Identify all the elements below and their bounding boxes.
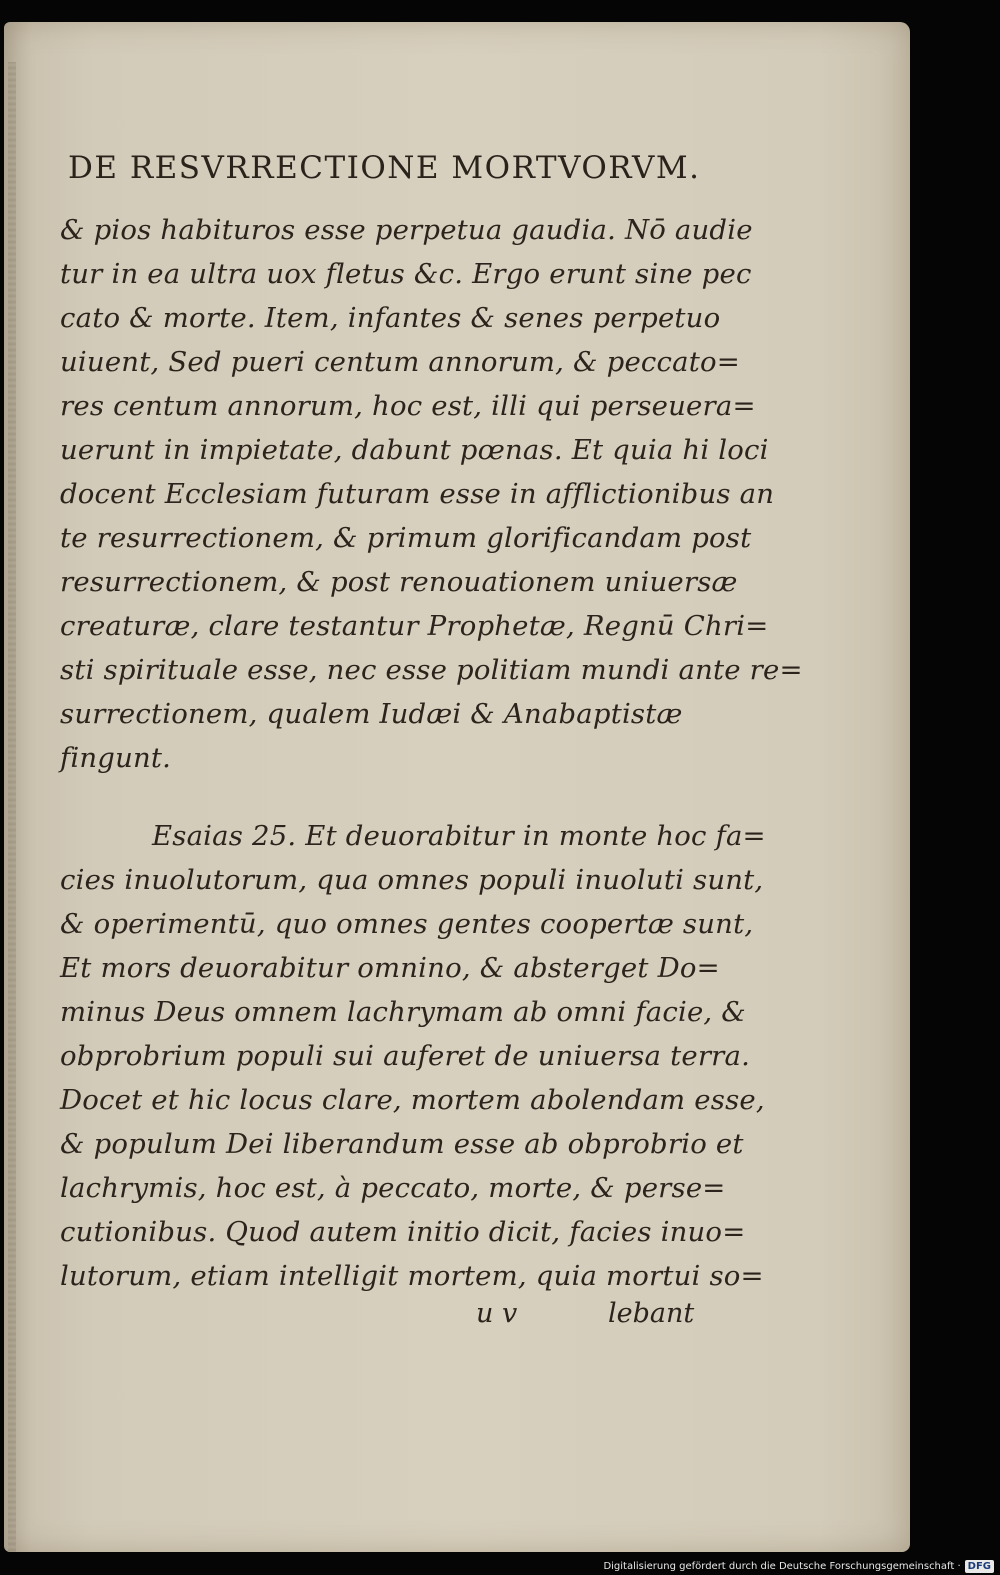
text-line: sti spirituale esse, nec esse politiam mundi ante re=: [60, 654, 803, 686]
text-line: cato & morte. Item, infantes & senes perpetuo: [60, 302, 721, 334]
text-line: minus Deus omnem lachrymam ab omni facie, &: [60, 996, 746, 1028]
text-line: surrectionem, qualem Iudæi & Anabaptistæ: [60, 698, 683, 730]
text-line: uiuent, Sed pueri centum annorum, & peccato=: [60, 346, 740, 378]
running-head: DE RESVRRECTIONE MORTVORVM.: [68, 150, 701, 186]
footer-text: Digitalisierung gefördert durch die Deutsche Forschungsgemeinschaft ·: [603, 1561, 961, 1572]
text-line: uerunt in impietate, dabunt pœnas. Et quia hi loci: [60, 434, 769, 466]
text-line: docent Ecclesiam futuram esse in afflictionibus an: [60, 478, 775, 510]
catchword: lebant: [608, 1298, 695, 1329]
text-line: & pios habituros esse perpetua gaudia. Nō audie: [60, 214, 753, 246]
text-line: Esaias 25. Et deuorabitur in monte hoc fa=: [152, 820, 766, 852]
text-line: & populum Dei liberandum esse ab obprobrio et: [60, 1128, 744, 1160]
text-line: resurrectionem, & post renouationem uniuersæ: [60, 566, 738, 598]
text-line: res centum annorum, hoc est, illi qui perseuera=: [60, 390, 756, 422]
text-line: creaturæ, clare testantur Prophetæ, Regnū Chri=: [60, 610, 769, 642]
text-line: Et mors deuorabitur omnino, & absterget Do=: [60, 952, 720, 984]
text-line: te resurrectionem, & primum glorificandam post: [60, 522, 752, 554]
text-line: tur in ea ultra uox fletus &c. Ergo erunt sine pec: [60, 258, 752, 290]
funding-footer: [603, 1560, 994, 1573]
text-line: obprobrium populi sui auferet de uniuersa terra.: [60, 1040, 751, 1072]
book-page: [4, 22, 910, 1552]
text-line: & operimentū, quo omnes gentes coopertæ sunt,: [60, 908, 754, 940]
text-line: fingunt.: [60, 742, 172, 774]
text-line: lutorum, etiam intelligit mortem, quia mortui so=: [60, 1260, 764, 1292]
text-line: cutionibus. Quod autem initio dicit, facies inuo=: [60, 1216, 746, 1248]
signature-mark: u v: [476, 1298, 518, 1329]
text-line: Docet et hic locus clare, mortem abolendam esse,: [60, 1084, 765, 1116]
text-line: lachrymis, hoc est, à peccato, morte, & perse=: [60, 1172, 726, 1204]
dfg-logo-icon: DFG: [965, 1560, 994, 1573]
page-gutter-edge: [8, 62, 16, 1552]
text-line: cies inuolutorum, qua omnes populi inuoluti sunt,: [60, 864, 764, 896]
